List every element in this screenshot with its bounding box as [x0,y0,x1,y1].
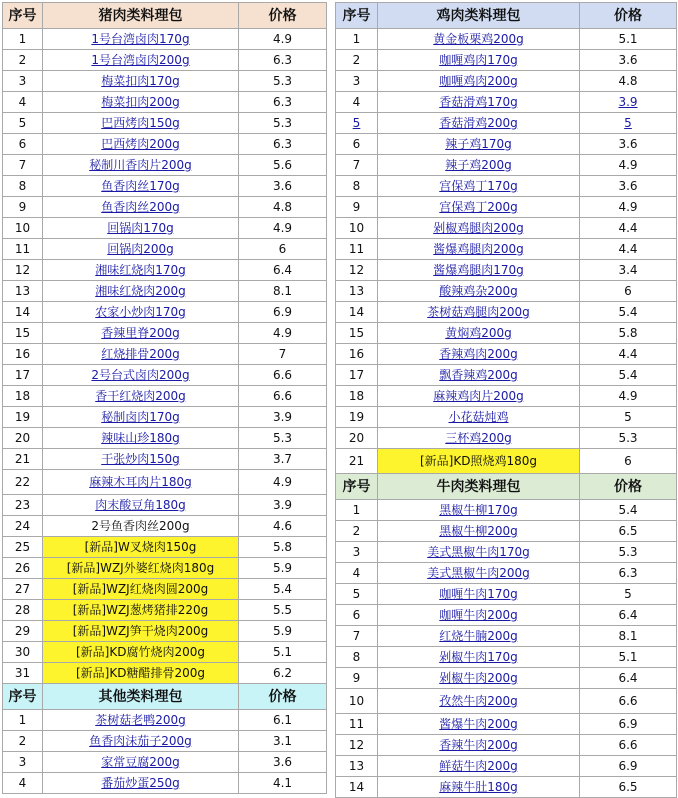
beef-row-number: 1 [336,500,378,521]
beef-row-number: 10 [336,689,378,714]
chicken-item-price: 5.4 [580,365,677,386]
chicken-row [336,281,677,302]
chicken-item-name[interactable]: 香菇滑鸡200g [378,113,580,134]
chicken-price-header: 价格 [580,3,677,29]
pork-item-name[interactable]: 梅菜扣肉170g [43,71,239,92]
pork-row [3,50,327,71]
pork-item-name[interactable]: 麻辣木耳肉片180g [43,470,239,495]
pork-item-name: [新品]WZJ红烧肉圆200g [43,579,239,600]
other-item-price: 3.1 [239,731,327,752]
other-row-number: 1 [3,710,43,731]
pork-row-number: 11 [3,239,43,260]
chicken-item-price: 3.4 [580,260,677,281]
chicken-row [336,218,677,239]
pork-row-number: 9 [3,197,43,218]
pork-item-price: 3.7 [239,449,327,470]
pork-item-name: [新品]WZJ笋干烧肉200g [43,621,239,642]
beef-item-name[interactable]: 美式黑椒牛肉170g [378,542,580,563]
beef-row-number: 12 [336,735,378,756]
chicken-row-number: 13 [336,281,378,302]
pork-item-name: 2号鱼香肉丝200g [43,516,239,537]
beef-item-name[interactable]: 剁椒牛肉200g [378,668,580,689]
pork-item-name[interactable]: 1号台湾卤肉170g [43,29,239,50]
pork-item-price: 6.2 [239,663,327,684]
pork-item-price: 3.6 [239,176,327,197]
beef-item-name[interactable]: 剁椒牛肉170g [378,647,580,668]
chicken-item-name[interactable]: 黄焖鸡200g [378,323,580,344]
pork-row [3,239,327,260]
pork-row-number: 17 [3,365,43,386]
chicken-item-price: 5.1 [580,29,677,50]
pork-item-price: 5.3 [239,113,327,134]
pork-row-number: 22 [3,470,43,495]
pork-item-name[interactable]: 辣味山珍180g [43,428,239,449]
chicken-row [336,92,677,113]
chicken-row-number: 20 [336,428,378,449]
chicken-header-row [336,3,677,29]
pork-row [3,558,327,579]
beef-item-name[interactable]: 黑椒牛柳200g [378,521,580,542]
pork-item-name[interactable]: 香干红烧肉200g [43,386,239,407]
chicken-item-name[interactable]: 宫保鸡丁200g [378,197,580,218]
pork-row-number: 5 [3,113,43,134]
pork-row [3,71,327,92]
pork-row [3,495,327,516]
chicken-row-number: 14 [336,302,378,323]
chicken-row-number: 17 [336,365,378,386]
other-item-price: 6.1 [239,710,327,731]
beef-row [336,605,677,626]
chicken-row [336,302,677,323]
other-item-name[interactable]: 番茄炒蛋250g [43,773,239,794]
beef-item-price: 8.1 [580,626,677,647]
beef-row-number: 3 [336,542,378,563]
chicken-row-number: 18 [336,386,378,407]
pork-row-number: 8 [3,176,43,197]
pork-item-price: 5.9 [239,558,327,579]
pork-item-price: 5.8 [239,537,327,558]
chicken-row-number: 6 [336,134,378,155]
chicken-row-number: 10 [336,218,378,239]
pork-row-number: 3 [3,71,43,92]
chicken-row-number: 8 [336,176,378,197]
chicken-row [336,365,677,386]
pork-item-price: 7 [239,344,327,365]
chicken-item-price: 4.9 [580,155,677,176]
chicken-item-price: 5.3 [580,428,677,449]
chicken-item-price: 4.4 [580,218,677,239]
pork-row [3,365,327,386]
pork-item-price: 5.4 [239,579,327,600]
pork-item-name[interactable]: 农家小炒肉170g [43,302,239,323]
pork-item-name[interactable]: 2号台式卤肉200g [43,365,239,386]
pork-item-price: 5.9 [239,621,327,642]
chicken-item-price: 4.4 [580,344,677,365]
pork-row [3,302,327,323]
chicken-item-name[interactable]: 宫保鸡丁170g [378,176,580,197]
chicken-row-number: 2 [336,50,378,71]
pork-row-number: 29 [3,621,43,642]
beef-row-number: 4 [336,563,378,584]
pork-item-name: [新品]WZJ外婆红烧肉180g [43,558,239,579]
chicken-item-name[interactable]: 黄金板栗鸡200g [378,29,580,50]
chicken-item-price: 3.6 [580,50,677,71]
pork-item-name[interactable]: 鱼香肉丝200g [43,197,239,218]
pork-row-number: 24 [3,516,43,537]
beef-row-number: 8 [336,647,378,668]
right-price-table [335,2,677,798]
pork-row-number: 30 [3,642,43,663]
chicken-item-name[interactable]: 香辣鸡肉200g [378,344,580,365]
chicken-row-number: 3 [336,71,378,92]
chicken-row-number: 16 [336,344,378,365]
chicken-row-number: 19 [336,407,378,428]
pork-row-number: 14 [3,302,43,323]
pork-item-name[interactable]: 回锅肉170g [43,218,239,239]
beef-row-number: 11 [336,714,378,735]
pork-item-price: 4.8 [239,197,327,218]
pork-item-name[interactable]: 巴西烤肉200g [43,134,239,155]
beef-item-name[interactable]: 麻辣牛肚180g [378,777,580,798]
other-row-number: 2 [3,731,43,752]
pork-row-number: 16 [3,344,43,365]
chicken-row [336,428,677,449]
pork-item-name[interactable]: 回锅肉200g [43,239,239,260]
pork-row [3,29,327,50]
pork-row [3,197,327,218]
other-item-name[interactable]: 家常豆腐200g [43,752,239,773]
pork-item-name[interactable]: 秘制川香肉片200g [43,155,239,176]
pork-row [3,155,327,176]
other-header-row [3,684,327,710]
pork-row [3,134,327,155]
other-row-number: 4 [3,773,43,794]
chicken-row-number: 5 [336,113,378,134]
pork-item-name[interactable]: 1号台湾卤肉200g [43,50,239,71]
pork-item-price: 5.3 [239,428,327,449]
other-price-header: 价格 [239,684,327,710]
pork-row [3,449,327,470]
beef-item-name[interactable]: 咖喱牛肉170g [378,584,580,605]
chicken-item-price: 4.4 [580,239,677,260]
beef-row-number: 14 [336,777,378,798]
chicken-row-number: 12 [336,260,378,281]
beef-row [336,542,677,563]
pork-header-row [3,3,327,29]
chicken-row-number: 11 [336,239,378,260]
chicken-item-name[interactable]: 三杯鸡200g [378,428,580,449]
chicken-item-price: 4.8 [580,71,677,92]
other-row [3,710,327,731]
chicken-item-price: 3.9 [580,92,677,113]
chicken-row [336,197,677,218]
pork-item-price: 4.9 [239,218,327,239]
pork-row [3,218,327,239]
chicken-row [336,260,677,281]
pork-row-number: 2 [3,50,43,71]
chicken-item-price: 5.8 [580,323,677,344]
beef-row-number: 5 [336,584,378,605]
chicken-row-number: 15 [336,323,378,344]
chicken-item-name[interactable]: 酱爆鸡腿肉170g [378,260,580,281]
pork-row-number: 18 [3,386,43,407]
pork-item-price: 5.5 [239,600,327,621]
pork-row [3,176,327,197]
pork-price-header: 价格 [239,3,327,29]
beef-row-number: 6 [336,605,378,626]
chicken-row [336,71,677,92]
chicken-row [336,449,677,474]
pork-item-name[interactable]: 香辣里脊200g [43,323,239,344]
pork-item-name[interactable]: 红烧排骨200g [43,344,239,365]
pork-item-price: 6.6 [239,365,327,386]
chicken-item-name[interactable]: 酸辣鸡杂200g [378,281,580,302]
beef-item-name[interactable]: 黑椒牛柳170g [378,500,580,521]
pork-item-price: 6.3 [239,134,327,155]
pork-item-name: [新品]W叉烧肉150g [43,537,239,558]
chicken-item-name[interactable]: 酱爆鸡腿肉200g [378,239,580,260]
beef-row-number: 2 [336,521,378,542]
chicken-item-price: 3.6 [580,176,677,197]
pork-row [3,642,327,663]
other-row-number: 3 [3,752,43,773]
pork-item-name[interactable]: 鱼香肉丝170g [43,176,239,197]
pork-row-number: 26 [3,558,43,579]
beef-row [336,584,677,605]
pork-item-price: 5.1 [239,642,327,663]
beef-item-price: 6.6 [580,689,677,714]
pork-row [3,537,327,558]
pork-item-name[interactable]: 干张炒肉150g [43,449,239,470]
other-row [3,731,327,752]
chicken-item-price: 3.6 [580,134,677,155]
chicken-item-price: 5.4 [580,302,677,323]
beef-row-number: 7 [336,626,378,647]
left-price-table [2,2,327,794]
other-item-price: 3.6 [239,752,327,773]
pork-row [3,516,327,537]
beef-row [336,714,677,735]
pork-row [3,470,327,495]
pork-item-price: 4.9 [239,323,327,344]
chicken-row [336,134,677,155]
chicken-row-number: 4 [336,92,378,113]
pork-item-name: [新品]KD糖醋排骨200g [43,663,239,684]
pork-row-number: 13 [3,281,43,302]
beef-item-price: 6.9 [580,714,677,735]
beef-price-header: 价格 [580,474,677,500]
pork-item-name: [新品]WZJ葱烤猪排220g [43,600,239,621]
chicken-item-name[interactable]: 飘香辣鸡200g [378,365,580,386]
beef-row [336,689,677,714]
pork-item-price: 3.9 [239,407,327,428]
chicken-item-name: [新品]KD照烧鸡180g [378,449,580,474]
beef-item-name[interactable]: 咖喱牛肉200g [378,605,580,626]
beef-item-price: 6.5 [580,777,677,798]
pork-row-number: 25 [3,537,43,558]
beef-item-name[interactable]: 鲜菇牛肉200g [378,756,580,777]
chicken-title-header: 鸡肉类料理包 [378,3,580,29]
other-item-name[interactable]: 鱼香肉沫茄子200g [43,731,239,752]
chicken-item-name[interactable]: 辣子鸡170g [378,134,580,155]
pork-row [3,428,327,449]
pork-item-price: 6.3 [239,50,327,71]
chicken-row [336,50,677,71]
beef-row [336,735,677,756]
beef-title-header: 牛肉类料理包 [378,474,580,500]
pork-row [3,281,327,302]
pork-item-price: 4.6 [239,516,327,537]
pork-item-name[interactable]: 肉末酸豆角180g [43,495,239,516]
beef-row [336,521,677,542]
pork-row-number: 1 [3,29,43,50]
beef-item-price: 6.6 [580,735,677,756]
chicken-item-name[interactable]: 辣子鸡200g [378,155,580,176]
beef-row [336,668,677,689]
pork-item-price: 8.1 [239,281,327,302]
pork-num-header: 序号 [3,3,43,29]
chicken-row [336,239,677,260]
beef-row [336,756,677,777]
pork-item-price: 5.6 [239,155,327,176]
beef-row [336,647,677,668]
beef-row [336,777,677,798]
chicken-item-name[interactable]: 茶树菇鸡腿肉200g [378,302,580,323]
pork-item-price: 6.4 [239,260,327,281]
pork-row-number: 28 [3,600,43,621]
chicken-item-name[interactable]: 小花菇炖鸡 [378,407,580,428]
pork-item-price: 3.9 [239,495,327,516]
pork-row-number: 27 [3,579,43,600]
pork-row [3,579,327,600]
pork-item-price: 6.6 [239,386,327,407]
chicken-row [336,344,677,365]
beef-item-price: 6.4 [580,668,677,689]
pork-item-name[interactable]: 秘制卤肉170g [43,407,239,428]
pork-item-price: 4.9 [239,29,327,50]
chicken-row-number: 1 [336,29,378,50]
pork-row-number: 21 [3,449,43,470]
chicken-item-price: 5 [580,113,677,134]
pork-item-price: 6.3 [239,92,327,113]
chicken-item-price: 5 [580,407,677,428]
pork-item-name[interactable]: 梅菜扣肉200g [43,92,239,113]
pork-row-number: 19 [3,407,43,428]
pork-row-number: 23 [3,495,43,516]
pork-row-number: 31 [3,663,43,684]
other-item-price: 4.1 [239,773,327,794]
other-title-header: 其他类料理包 [43,684,239,710]
beef-row [336,626,677,647]
chicken-item-name[interactable]: 香菇滑鸡170g [378,92,580,113]
chicken-item-price: 4.9 [580,386,677,407]
beef-item-name[interactable]: 美式黑椒牛肉200g [378,563,580,584]
beef-item-name[interactable]: 香辣牛肉200g [378,735,580,756]
pork-item-price: 6.9 [239,302,327,323]
pork-row [3,621,327,642]
chicken-row [336,155,677,176]
chicken-item-price: 4.9 [580,197,677,218]
pork-row-number: 12 [3,260,43,281]
chicken-num-header: 序号 [336,3,378,29]
pork-item-price: 4.9 [239,470,327,495]
beef-header-row [336,474,677,500]
other-row [3,752,327,773]
chicken-item-price: 6 [580,281,677,302]
pork-item-price: 6 [239,239,327,260]
beef-row-number: 9 [336,668,378,689]
chicken-row-number: 9 [336,197,378,218]
beef-item-price: 6.4 [580,605,677,626]
other-num-header: 序号 [3,684,43,710]
other-item-name[interactable]: 茶树菇老鸭200g [43,710,239,731]
beef-row-number: 13 [336,756,378,777]
other-row [3,773,327,794]
chicken-item-name[interactable]: 咖喱鸡肉200g [378,71,580,92]
chicken-row [336,323,677,344]
pork-title-header: 猪肉类料理包 [43,3,239,29]
chicken-item-price: 6 [580,449,677,474]
pork-row-number: 10 [3,218,43,239]
beef-item-price: 6.9 [580,756,677,777]
beef-row [336,563,677,584]
beef-item-name[interactable]: 孜然牛肉200g [378,689,580,714]
pork-row [3,386,327,407]
pork-row [3,407,327,428]
chicken-row-number: 21 [336,449,378,474]
beef-item-price: 5.1 [580,647,677,668]
chicken-row [336,386,677,407]
beef-item-price: 5.4 [580,500,677,521]
pork-row [3,323,327,344]
beef-row [336,500,677,521]
beef-item-price: 5 [580,584,677,605]
pork-item-price: 5.3 [239,71,327,92]
pork-row [3,92,327,113]
chicken-row [336,176,677,197]
chicken-row-number: 7 [336,155,378,176]
beef-item-price: 5.3 [580,542,677,563]
pork-item-name[interactable]: 巴西烤肉150g [43,113,239,134]
pork-row [3,663,327,684]
chicken-item-name[interactable]: 麻辣鸡肉片200g [378,386,580,407]
pork-row-number: 20 [3,428,43,449]
chicken-row [336,29,677,50]
beef-item-price: 6.5 [580,521,677,542]
beef-item-price: 6.3 [580,563,677,584]
pork-row [3,600,327,621]
chicken-row [336,407,677,428]
beef-item-name[interactable]: 红烧牛腩200g [378,626,580,647]
pork-row [3,260,327,281]
pork-row [3,344,327,365]
chicken-item-name[interactable]: 咖喱鸡肉170g [378,50,580,71]
pork-row-number: 4 [3,92,43,113]
pork-row [3,113,327,134]
pork-item-name: [新品]KD腐竹烧肉200g [43,642,239,663]
beef-num-header: 序号 [336,474,378,500]
chicken-item-name[interactable]: 剁椒鸡腿肉200g [378,218,580,239]
pork-row-number: 6 [3,134,43,155]
pork-row-number: 7 [3,155,43,176]
pork-item-name[interactable]: 湘味红烧肉200g [43,281,239,302]
pork-item-name[interactable]: 湘味红烧肉170g [43,260,239,281]
pork-row-number: 15 [3,323,43,344]
beef-item-name[interactable]: 酱爆牛肉200g [378,714,580,735]
chicken-row [336,113,677,134]
